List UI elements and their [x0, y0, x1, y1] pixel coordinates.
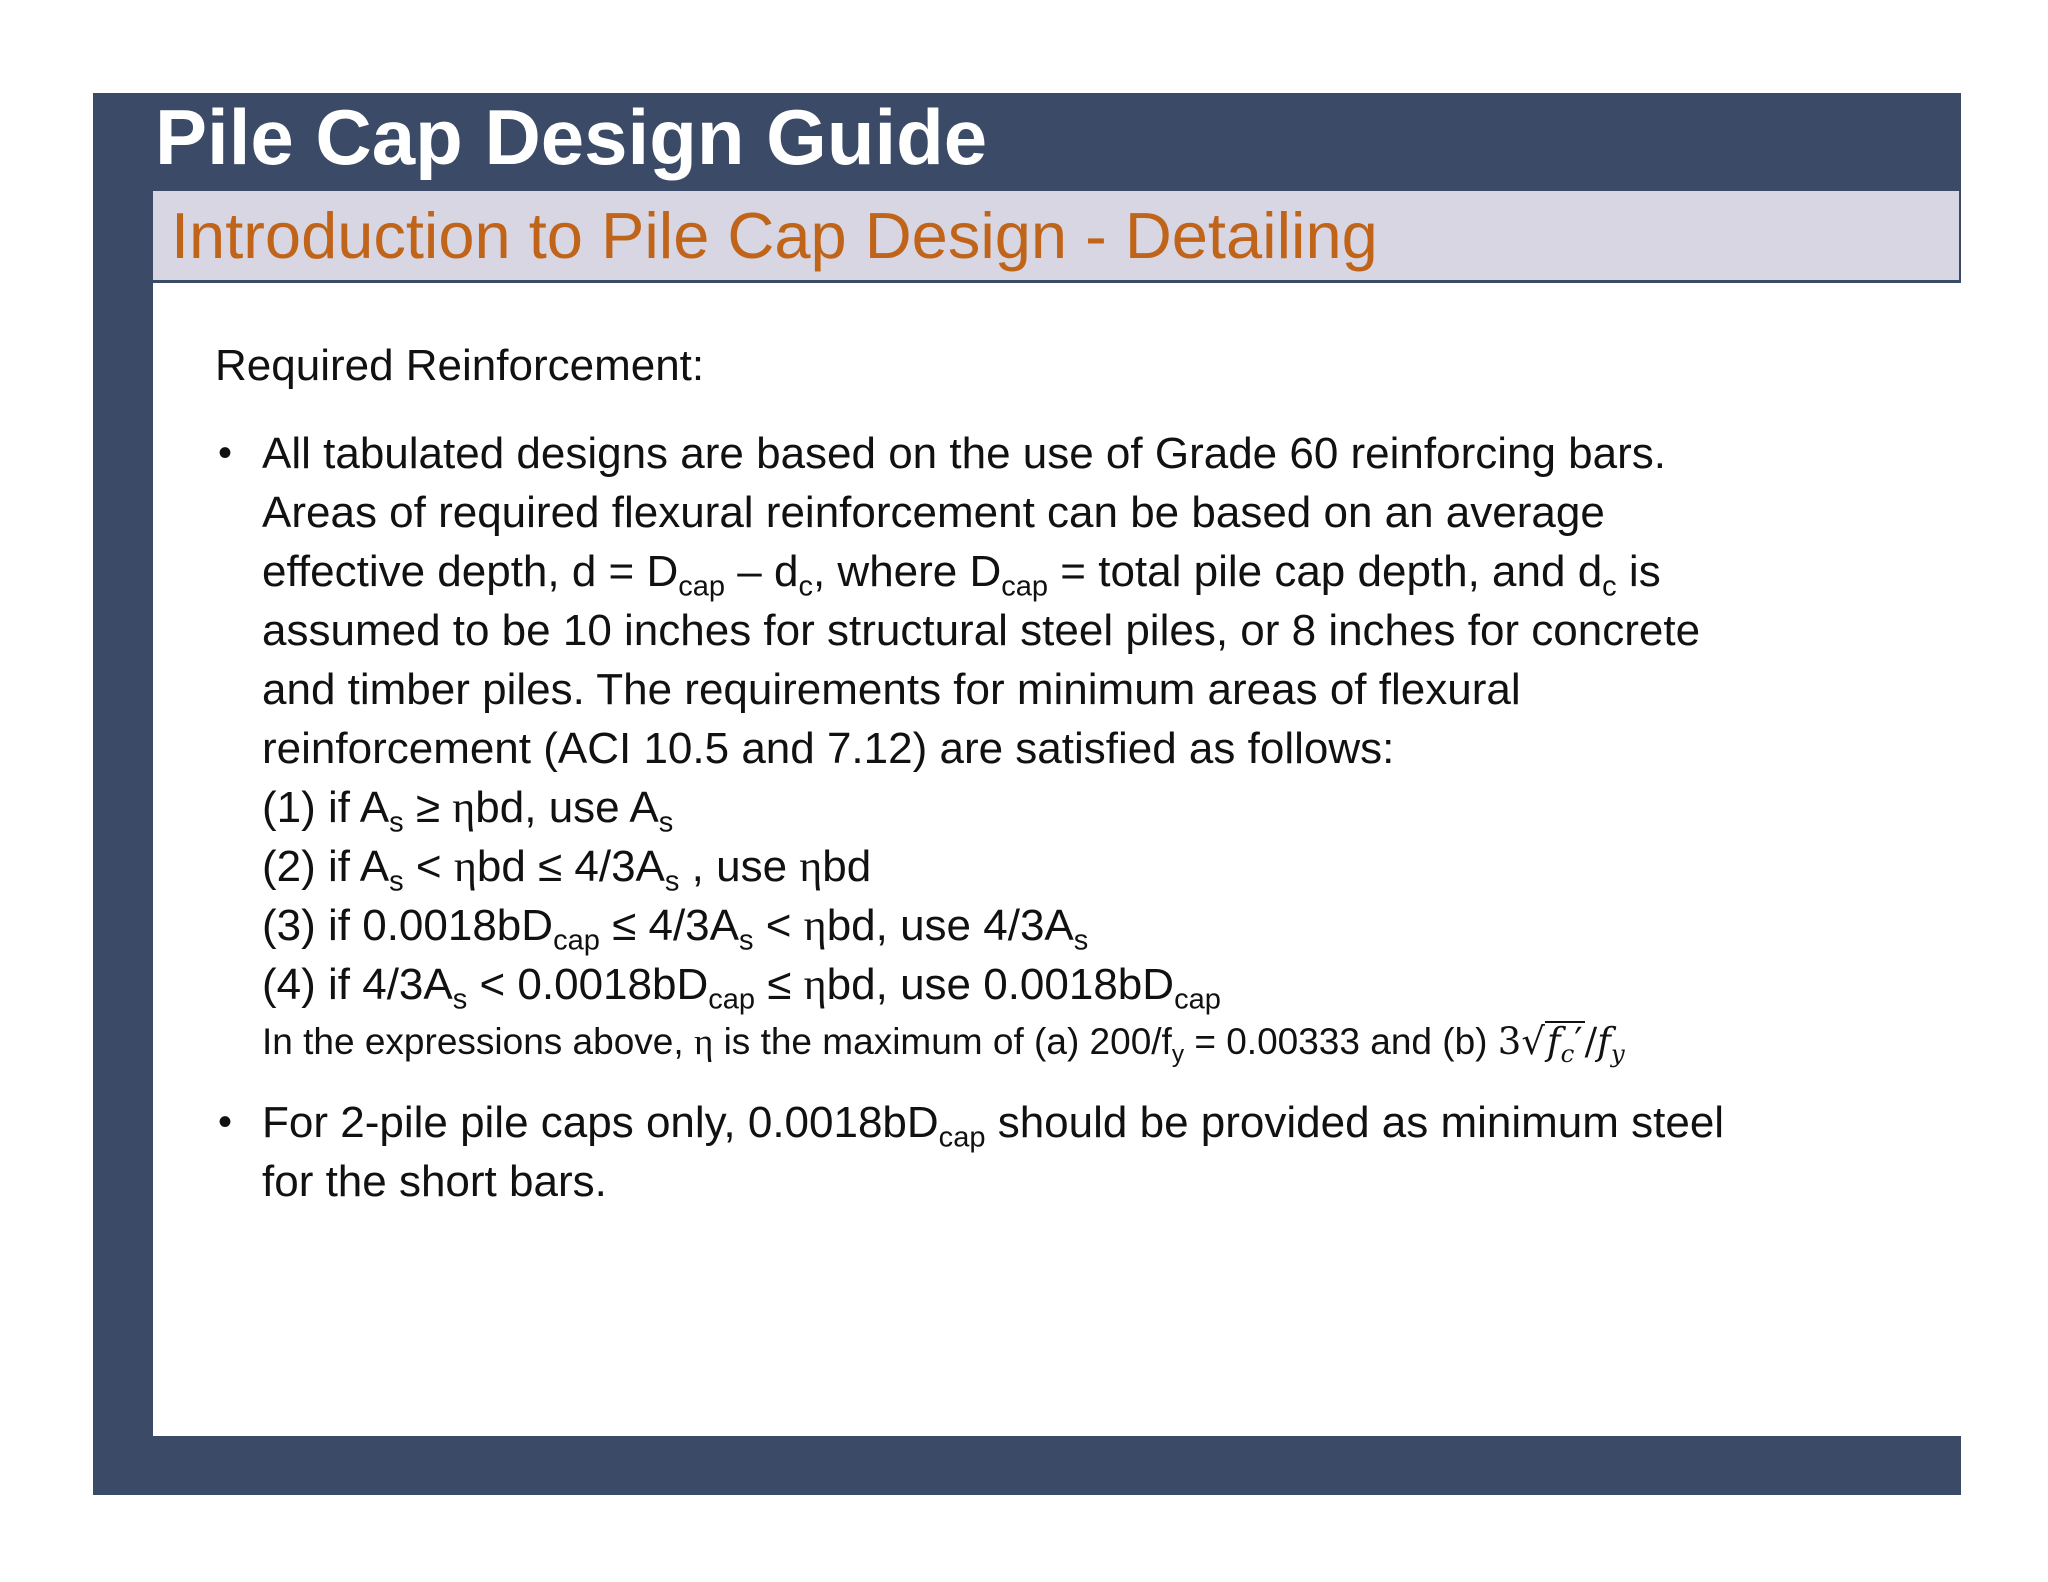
- slide-body: [215, 336, 1935, 1211]
- effective-depth-line: effective depth, $d = D_{cap} - d_c$, where $D_{cap}$ = total pile cap depth, and $d_c$ is: [262, 547, 1661, 603]
- slide-title: Pile Cap Design Guide: [155, 93, 988, 181]
- condition-2: (2) if $A_s < \eta bd \le 4/3A_s$ , use ηbd: [262, 842, 872, 898]
- bullet-icon: •: [218, 1100, 233, 1144]
- eta-definition-note: In the expressions above, η is the maximum of (a) $200/f_y = 0.00333$ and (b) $3√f_c'/f_y$: [262, 1020, 1625, 1068]
- slide-subtitle: Introduction to Pile Cap Design - Detailing: [171, 199, 1378, 272]
- text-line: assumed to be 10 inches for structural steel piles, or 8 inches for concrete: [262, 606, 1701, 655]
- bullet-item-grade-60: [215, 424, 1935, 1071]
- bullet-icon: •: [218, 431, 233, 475]
- text-line: reinforcement (ACI 10.5 and 7.12) are satisfied as follows:: [262, 724, 1395, 773]
- condition-1: (1) if $A_s \ge \eta bd$, use $A_s$: [262, 783, 674, 839]
- text-line: All tabulated designs are based on the use of Grade 60 reinforcing bars.: [262, 429, 1667, 478]
- subtitle-bar: [152, 190, 1960, 281]
- text-line: Areas of required flexural reinforcement can be based on an average: [262, 488, 1605, 537]
- text-line: for the short bars.: [262, 1157, 607, 1206]
- condition-3: (3) if $0.0018bD_{cap} \le 4/3A_s < \eta bd$, use $4/3A_s$: [262, 901, 1089, 957]
- text-line: and timber piles. The requirements for minimum areas of flexural: [262, 665, 1521, 714]
- bullet-item-2-pile-caps: [215, 1093, 1935, 1211]
- eta-formula: $3√f_c'/f_y$: [1497, 1020, 1625, 1068]
- section-heading: Required Reinforcement:: [215, 341, 705, 390]
- condition-4: (4) if $4/3A_s < 0.0018bD_{cap} \le \eta bd$, use $0.0018bD_{cap}$: [262, 960, 1221, 1016]
- text-line: For 2-pile pile caps only, $0.0018bD_{cap}$ should be provided as minimum steel: [262, 1098, 1725, 1154]
